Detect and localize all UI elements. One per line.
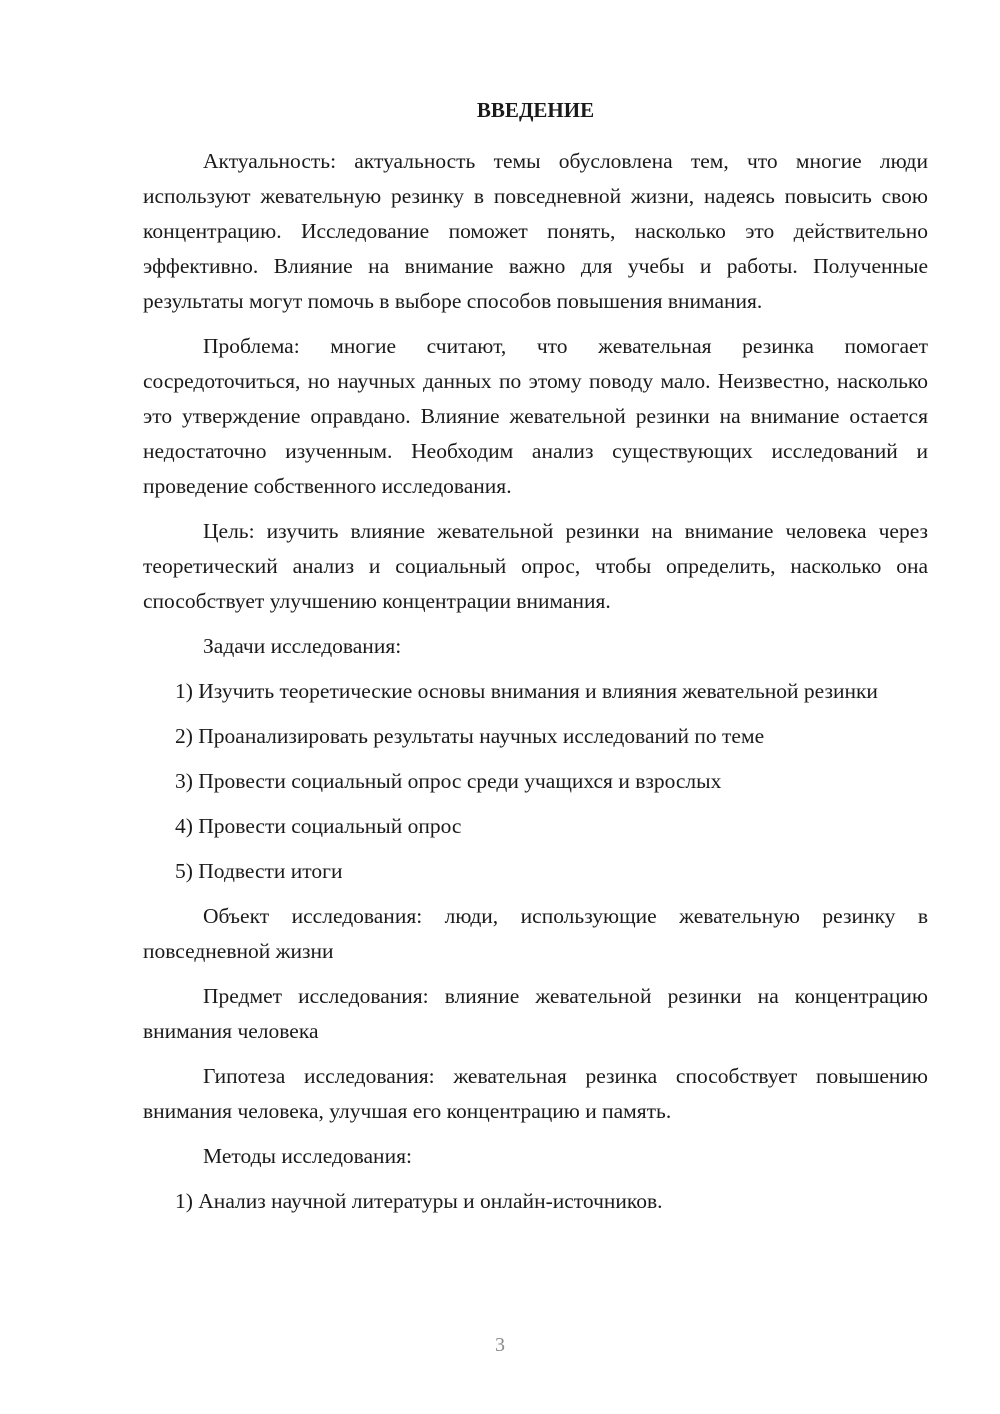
task-item: 1) Изучить теоретические основы внимания и влияния жевательной резинки — [175, 679, 878, 703]
methods-list — [143, 1184, 928, 1219]
object-paragraph: Объект исследования: люди, использующие жевательную резинку в повседневной жизни — [143, 904, 928, 963]
task-item: 3) Провести социальный опрос среди учащихся и взрослых — [175, 769, 722, 793]
relevance-paragraph: Актуальность: актуальность темы обусловлена тем, что многие люди используют жевательную резинку в повседневной жизни, надеясь повысить свою концентрацию. Исследование поможет понять, насколько это действительно эффективно. Влияние на внимание важно для учебы и работы. Полученные результаты могут помочь в выборе способов повышения внимания. — [143, 149, 928, 313]
subject-paragraph: Предмет исследования: влияние жевательной резинки на концентрацию внимания человека — [143, 984, 928, 1043]
task-item: 5) Подвести итоги — [175, 859, 343, 883]
hypothesis-paragraph: Гипотеза исследования: жевательная резинка способствует повышению внимания человека, улучшая его концентрацию и память. — [143, 1064, 928, 1123]
section-title: ВВЕДЕНИЕ — [476, 98, 595, 122]
method-item: 1) Анализ научной литературы и онлайн-источников. — [175, 1189, 663, 1213]
goal-paragraph: Цель: изучить влияние жевательной резинки на внимание человека через теоретический анализ и социальный опрос, чтобы определить, насколько она способствует улучшению концентрации внимания. — [143, 519, 928, 613]
page-number: 3 — [495, 1334, 505, 1356]
problem-paragraph: Проблема: многие считают, что жевательная резинка помогает сосредоточиться, но научных данных по этому поводу мало. Неизвестно, насколько это утверждение оправдано. Влияние жевательной резинки на внимание остается недостаточно изученным. Необходим анализ существующих исследований и проведение собственного исследования. — [143, 334, 928, 498]
tasks-list — [143, 674, 928, 889]
task-item: 2) Проанализировать результаты научных исследований по теме — [175, 724, 765, 748]
document-page — [143, 96, 928, 1229]
task-item: 4) Провести социальный опрос — [175, 814, 462, 838]
tasks-heading: Задачи исследования: — [203, 634, 402, 658]
methods-heading: Методы исследования: — [203, 1144, 412, 1168]
